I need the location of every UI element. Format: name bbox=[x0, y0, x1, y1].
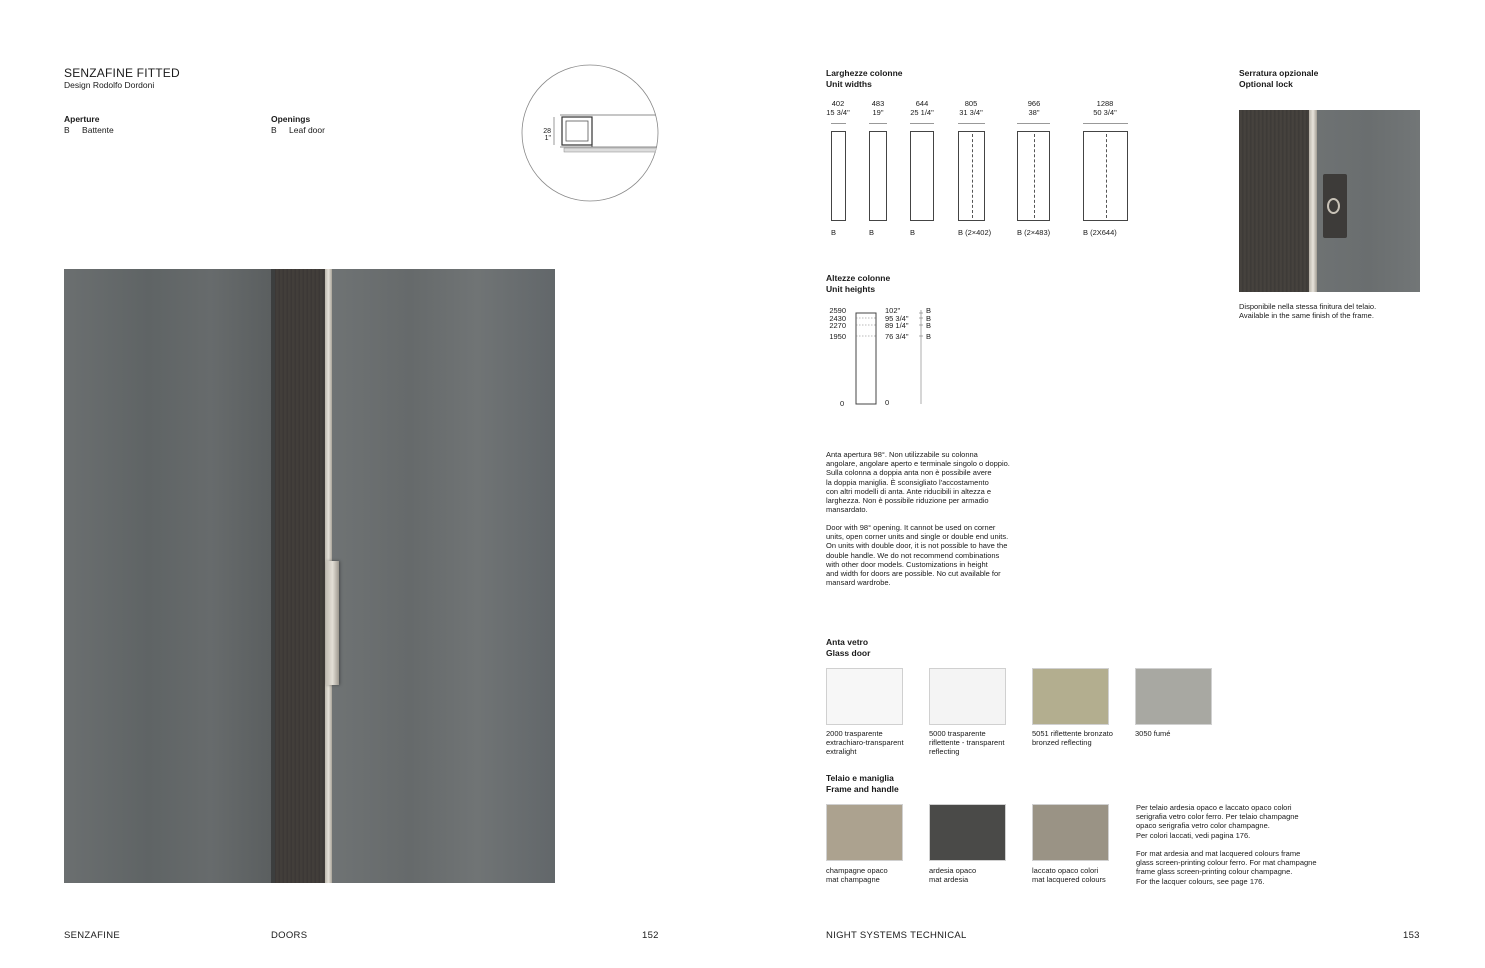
unit-width-inch: 31 3/4" bbox=[959, 108, 983, 118]
height-mm-labels bbox=[822, 307, 846, 340]
frame-swatch-3 bbox=[1032, 804, 1109, 861]
height-code: B bbox=[926, 313, 932, 323]
openings-heading: Openings bbox=[271, 114, 311, 124]
unit-width-line bbox=[831, 123, 846, 124]
unit-width-4 bbox=[946, 99, 996, 117]
frame-handle-heading-en: Frame and handle bbox=[826, 783, 899, 794]
glass-door-heading bbox=[826, 637, 870, 658]
unit-width-line bbox=[869, 123, 887, 124]
unit-heights-heading-it: Altezze colonne bbox=[826, 273, 891, 283]
unit-code: B (2X644) bbox=[1083, 228, 1117, 237]
unit-width-line bbox=[1083, 123, 1128, 124]
height-mm: 1950 bbox=[829, 331, 846, 341]
unit-outline bbox=[1083, 131, 1128, 221]
unit-width-mm: 1288 bbox=[1096, 99, 1114, 108]
frame-swatch-2 bbox=[929, 804, 1006, 861]
unit-code: B bbox=[831, 228, 837, 237]
frame-handle-heading-it: Telaio e maniglia bbox=[826, 773, 894, 783]
height-inch: 89 1/4" bbox=[885, 321, 909, 331]
glass-swatch-3 bbox=[1032, 668, 1109, 725]
height-zero-inch: 0 bbox=[885, 398, 890, 407]
height-mm: 2590 bbox=[829, 306, 846, 315]
height-inch: 102" bbox=[885, 306, 901, 315]
unit-heights-heading-en: Unit heights bbox=[826, 283, 876, 294]
product-title: SENZAFINE FITTED bbox=[64, 66, 180, 80]
door-panel-right bbox=[332, 269, 555, 883]
product-photo bbox=[64, 269, 555, 883]
unit-width-mm: 402 bbox=[831, 99, 845, 108]
unit-width-line bbox=[958, 123, 985, 124]
openings-label: Leaf door bbox=[289, 124, 325, 135]
frame-handle-heading bbox=[826, 773, 899, 794]
glass-door-heading-en: Glass door bbox=[826, 647, 871, 658]
unit-width-inch: 50 3/4" bbox=[1093, 108, 1117, 118]
frame-swatch-label: ardesia opaco mat ardesia bbox=[929, 866, 977, 885]
unit-code: B (2×483) bbox=[1017, 228, 1051, 237]
door-handle bbox=[326, 561, 339, 685]
unit-heights-diagram bbox=[820, 300, 950, 415]
optional-lock-caption bbox=[1239, 302, 1439, 320]
description-it: Anta apertura 98°. Non utilizzabile su colonna angolare, angolare aperto e terminale singolo o doppio. Sulla colonna a doppia anta non è possibile avere la doppia maniglia. È sconsigliato l'accostamento con altri modelli di anta. Ante riducibili in altezza e larghezza. Non è possibile riduzione per armadio mansardato. bbox=[826, 450, 1010, 515]
unit-width-mm: 644 bbox=[915, 99, 929, 108]
height-inch: 95 3/4" bbox=[885, 313, 909, 323]
unit-code: B (2×402) bbox=[958, 228, 992, 237]
frame-swatch-1 bbox=[826, 804, 903, 861]
footer-left-section: SENZAFINE bbox=[64, 930, 121, 941]
height-inch: 76 3/4" bbox=[885, 331, 909, 341]
height-code: B bbox=[926, 321, 932, 331]
unit-width-5 bbox=[1009, 99, 1059, 117]
unit-outline bbox=[1017, 131, 1050, 221]
unit-width-inch: 25 1/4" bbox=[910, 108, 934, 118]
aperture-label: Battente bbox=[82, 124, 114, 135]
height-code: B bbox=[926, 306, 932, 315]
height-mm: 2430 bbox=[829, 313, 846, 323]
footer-right-page-number: 153 bbox=[1403, 930, 1420, 941]
height-inch-labels bbox=[885, 307, 919, 340]
designer-credit: Design Rodolfo Dordoni bbox=[64, 80, 155, 90]
unit-outline bbox=[831, 131, 846, 221]
unit-widths-heading-en: Unit widths bbox=[826, 78, 872, 89]
optional-lock-photo bbox=[1239, 110, 1420, 292]
aperture-heading: Aperture bbox=[64, 114, 100, 124]
unit-code: B bbox=[910, 228, 916, 237]
glass-swatch-2 bbox=[929, 668, 1006, 725]
aperture-code: B bbox=[64, 124, 70, 135]
lock-frame-dark bbox=[1239, 110, 1309, 292]
unit-outline bbox=[958, 131, 985, 221]
glass-swatch-label: 2000 trasparente extrachiaro-transparent extralight bbox=[826, 729, 904, 757]
unit-width-6 bbox=[1080, 99, 1130, 117]
height-zero-mm: 0 bbox=[840, 399, 845, 408]
frame-swatch-label: laccato opaco colori mat lacquered colours bbox=[1032, 866, 1106, 885]
unit-width-2 bbox=[853, 99, 903, 117]
height-code: B bbox=[926, 331, 932, 341]
glass-swatch-label: 5000 trasparente riflettente - transparent reflecting bbox=[929, 729, 1005, 757]
unit-width-mm: 966 bbox=[1027, 99, 1041, 108]
unit-width-line bbox=[910, 123, 934, 124]
openings-code: B bbox=[271, 124, 277, 135]
lock-frame-edge bbox=[1309, 110, 1317, 292]
unit-width-mm: 805 bbox=[964, 99, 978, 108]
footer-left-category: DOORS bbox=[271, 930, 308, 941]
unit-code: B bbox=[869, 228, 875, 237]
unit-width-mm: 483 bbox=[871, 99, 885, 108]
glass-swatch-label: 3050 fumé bbox=[1135, 729, 1171, 738]
lock-icon bbox=[1327, 198, 1340, 214]
frame-note-en: For mat ardesia and mat lacquered colours frame glass screen-printing colour ferro. For mat champagne frame glass screen-printing colour champagne. For the lacquer colours, see page 176. bbox=[1136, 849, 1317, 886]
unit-width-inch: 15 3/4" bbox=[826, 108, 850, 118]
unit-width-3 bbox=[897, 99, 947, 117]
description-en: Door with 98° opening. It cannot be used on corner units, open corner units and single or double end units. On units with double door, it is not possible to have the double handle. We do not recommend combinations with other door models. Customizations in height and width for doors are possible. No cut available for mansard wardrobe. bbox=[826, 523, 1009, 588]
frame-note-it: Per telaio ardesia opaco e laccato opaco colori serigrafia vetro color ferro. Per telaio champagne opaco serigrafia vetro color champagne. Per colori laccati, vedi pagina 176. bbox=[1136, 803, 1299, 840]
door-frame-dark bbox=[275, 269, 325, 883]
height-code-labels bbox=[926, 307, 936, 340]
door-panel-left bbox=[64, 269, 274, 883]
frame-swatch-label: champagne opaco mat champagne bbox=[826, 866, 888, 885]
profile-dimension-inch: 1" bbox=[544, 135, 551, 142]
unit-widths-heading-it: Larghezze colonne bbox=[826, 68, 903, 78]
footer-left-page-number: 152 bbox=[642, 930, 659, 941]
optional-lock-caption-en: Available in the same finish of the frame. bbox=[1239, 311, 1374, 321]
optional-lock-heading-it: Serratura opzionale bbox=[1239, 68, 1319, 78]
optional-lock-caption-it: Disponibile nella stessa finitura del telaio. bbox=[1239, 302, 1377, 311]
unit-outline bbox=[910, 131, 934, 221]
unit-outline bbox=[869, 131, 887, 221]
unit-width-inch: 38" bbox=[1028, 108, 1040, 118]
height-mm: 2270 bbox=[829, 321, 846, 331]
glass-swatch-label: 5051 riflettente bronzato bronzed reflecting bbox=[1032, 729, 1113, 748]
glass-swatch-4 bbox=[1135, 668, 1212, 725]
glass-swatch-1 bbox=[826, 668, 903, 725]
unit-heights-heading bbox=[826, 273, 890, 294]
unit-width-line bbox=[1017, 123, 1050, 124]
unit-width-inch: 19" bbox=[872, 108, 884, 118]
optional-lock-heading-en: Optional lock bbox=[1239, 78, 1293, 89]
optional-lock-heading bbox=[1239, 68, 1318, 89]
footer-right-section: NIGHT SYSTEMS TECHNICAL bbox=[826, 930, 967, 941]
glass-door-heading-it: Anta vetro bbox=[826, 637, 869, 647]
profile-dimension-mm: 28 bbox=[543, 128, 551, 135]
